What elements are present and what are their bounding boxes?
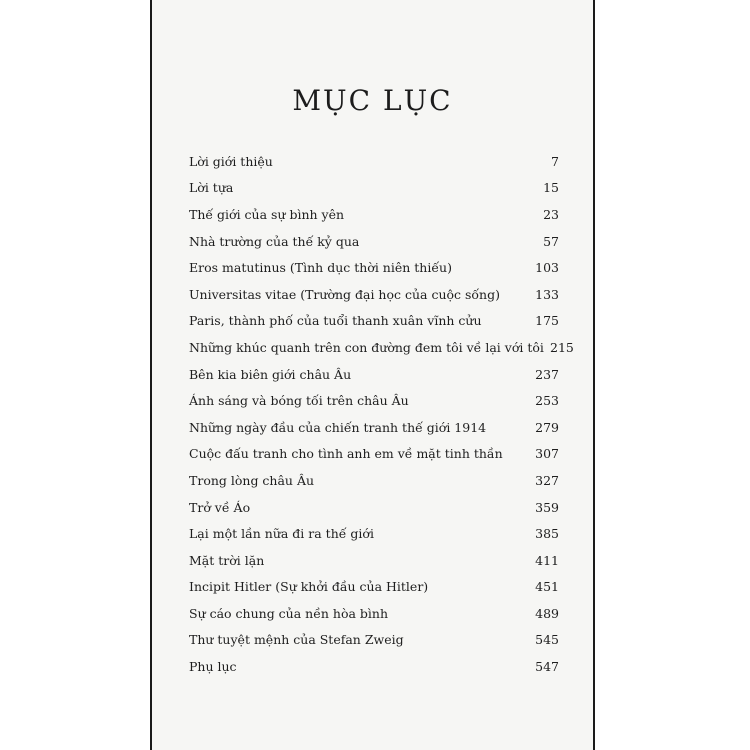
toc-entry <box>189 520 559 547</box>
toc-entry <box>189 494 559 521</box>
toc-entry <box>189 467 559 494</box>
toc-entry-page-number: 327 <box>535 472 559 488</box>
toc-entry-title: Trong lòng châu Âu <box>189 472 315 488</box>
toc-entry <box>189 387 559 414</box>
toc-entry-page-number: 451 <box>535 579 559 595</box>
toc-entry-title: Nhà trường của thế kỷ qua <box>189 233 360 249</box>
toc-entry-page-number: 385 <box>535 526 559 542</box>
toc-entry-title: Thư tuyệt mệnh của Stefan Zweig <box>189 632 404 648</box>
toc-entry-title: Lời giới thiệu <box>189 153 273 169</box>
toc-entry-page-number: 23 <box>543 206 559 222</box>
toc-entry-page-number: 547 <box>535 659 559 675</box>
toc-entry-page-number: 489 <box>535 605 559 621</box>
toc-entry-title: Universitas vitae (Trường đại học của cuộc sống) <box>189 286 500 302</box>
toc-entry <box>189 281 559 308</box>
toc-entry-page-number: 359 <box>535 499 559 515</box>
toc-entry <box>189 653 559 680</box>
toc-entry-title: Paris, thành phố của tuổi thanh xuân vĩnh cửu <box>189 313 482 329</box>
toc-entry <box>189 547 559 574</box>
toc-entry-page-number: 411 <box>535 552 559 568</box>
toc-entry-page-number: 279 <box>535 419 559 435</box>
toc-entry-title: Sự cáo chung của nền hòa bình <box>189 605 389 621</box>
toc-entry-title: Những khúc quanh trên con đường đem tôi về lại với tôi <box>189 339 544 355</box>
toc-entry-title: Lại một lần nữa đi ra thế giới <box>189 526 374 542</box>
toc-entry-page-number: 545 <box>535 632 559 648</box>
toc-entry <box>189 414 559 441</box>
toc-entry-title: Những ngày đầu của chiến tranh thế giới 1914 <box>189 419 487 435</box>
toc-entry-page-number: 307 <box>535 446 559 462</box>
toc-entry-title: Trở về Áo <box>189 499 251 515</box>
toc-entry-title: Cuộc đấu tranh cho tình anh em về mặt tinh thần <box>189 446 503 462</box>
toc-entry-title: Incipit Hitler (Sự khởi đầu của Hitler) <box>189 579 429 595</box>
toc-entry-page-number: 15 <box>543 180 559 196</box>
toc-entry-title: Mặt trời lặn <box>189 552 265 568</box>
toc-entry-page-number: 215 <box>550 339 574 355</box>
toc-entry-title: Ánh sáng và bóng tối trên châu Âu <box>189 393 409 409</box>
toc-entry-page-number: 237 <box>535 366 559 382</box>
toc-entry-title: Bên kia biên giới châu Âu <box>189 366 352 382</box>
toc-entry-title: Thế giới của sự bình yên <box>189 206 345 222</box>
toc-entry-page-number: 7 <box>551 153 559 169</box>
table-of-contents <box>189 148 574 680</box>
toc-entry-page-number: 253 <box>535 393 559 409</box>
toc-entry <box>189 441 559 468</box>
toc-entry <box>189 361 559 388</box>
toc-entry <box>189 254 559 281</box>
toc-entry <box>189 201 559 228</box>
toc-entry-page-number: 103 <box>535 260 559 276</box>
toc-entry-title: Phụ lục <box>189 659 237 675</box>
toc-entry <box>189 148 559 175</box>
toc-entry <box>189 574 559 601</box>
toc-entry <box>189 228 559 255</box>
toc-entry <box>189 627 559 654</box>
toc-entry-page-number: 57 <box>543 233 559 249</box>
toc-entry <box>189 308 559 335</box>
toc-entry-title: Eros matutinus (Tình dục thời niên thiếu) <box>189 260 452 276</box>
page-title: MỤC LỤC <box>292 84 453 117</box>
toc-entry-page-number: 133 <box>535 286 559 302</box>
toc-entry <box>189 600 559 627</box>
toc-entry <box>189 334 574 361</box>
toc-entry-page-number: 175 <box>535 313 559 329</box>
book-page <box>150 0 595 750</box>
toc-entry <box>189 175 559 202</box>
toc-entry-title: Lời tựa <box>189 180 234 196</box>
